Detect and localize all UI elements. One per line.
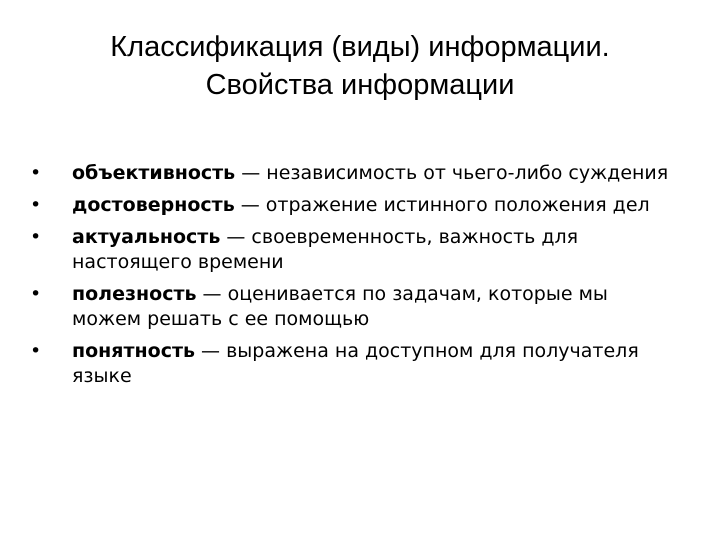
- bullet-icon: •: [30, 194, 42, 216]
- definition-relevance: — своевременность, важность для настоящего времени: [72, 226, 579, 273]
- definition-clarity: — выражена на доступном для получателя языке: [72, 340, 639, 387]
- definition-usefulness: — оценивается по задачам, которые мы можем решать с ее помощью: [72, 283, 608, 330]
- list-item-reliability: [30, 193, 680, 218]
- bullet-icon: •: [30, 162, 42, 184]
- term-clarity: понятность: [72, 340, 195, 362]
- slide-title-line-2: Свойства информации: [205, 69, 515, 101]
- term-objectivity: объективность: [72, 162, 236, 184]
- slide-title: [40, 28, 680, 104]
- definition-objectivity: — независимость от чьего-либо суждения: [235, 162, 669, 184]
- slide-title-line-1: Классификация (виды) информации.: [110, 31, 610, 63]
- term-relevance: актуальность: [72, 226, 221, 248]
- list-item-relevance: [30, 225, 680, 275]
- list-item-usefulness: [30, 282, 680, 332]
- bullet-icon: •: [30, 226, 42, 248]
- definition-reliability: — отражение истинного положения дел: [234, 194, 650, 216]
- list-item-clarity: [30, 339, 680, 389]
- properties-list: [30, 161, 680, 396]
- term-reliability: достоверность: [72, 194, 235, 216]
- list-item-objectivity: [30, 161, 680, 186]
- term-usefulness: полезность: [72, 283, 197, 305]
- bullet-icon: •: [30, 283, 42, 305]
- bullet-icon: •: [30, 340, 42, 362]
